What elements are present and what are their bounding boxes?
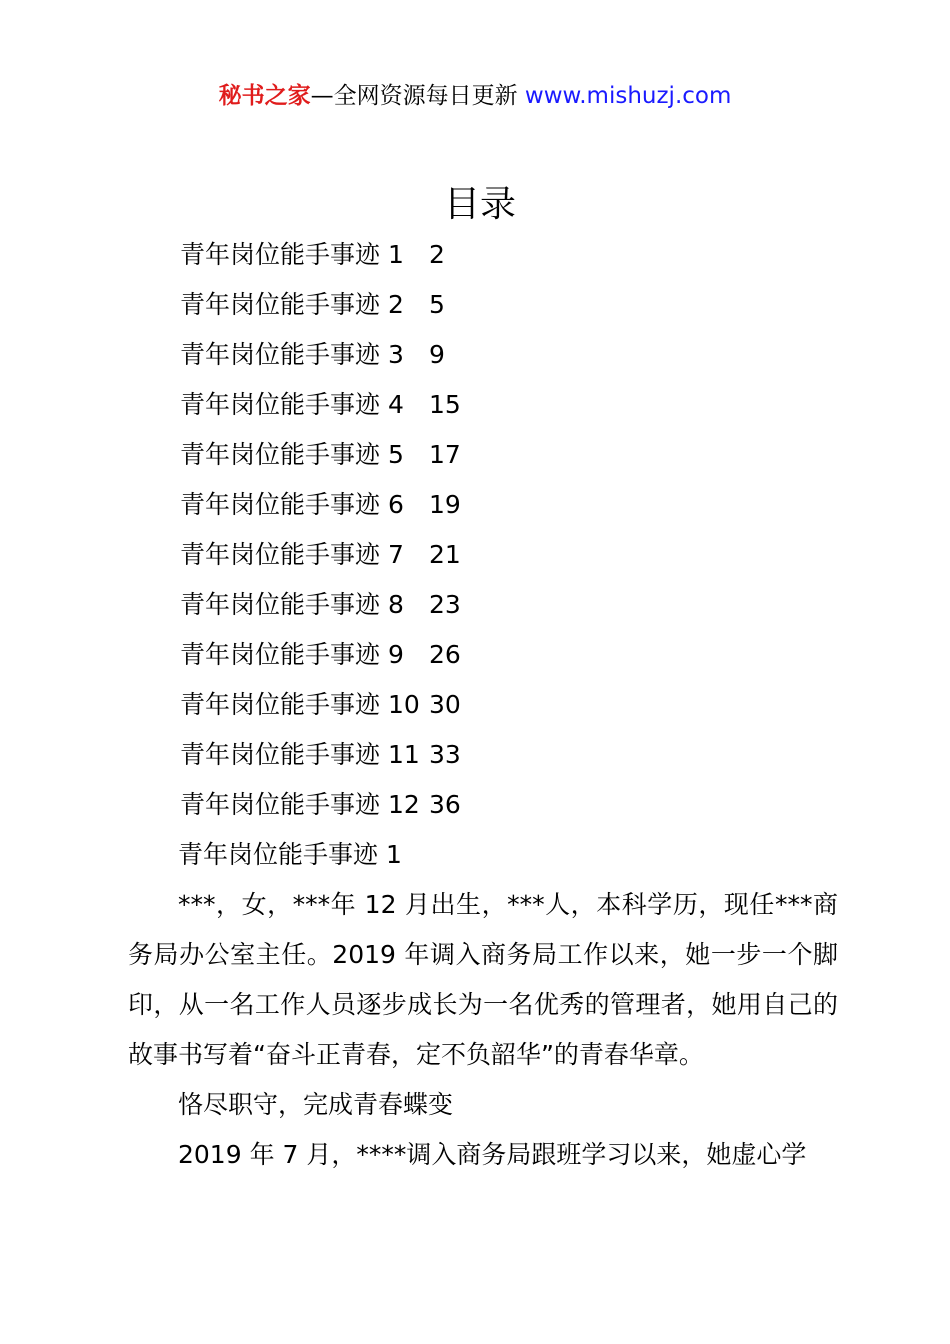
toc-entry[interactable] bbox=[180, 384, 461, 434]
toc-entry[interactable] bbox=[180, 634, 461, 684]
toc-entry-page: 19 bbox=[429, 490, 461, 519]
toc-entry[interactable] bbox=[180, 584, 461, 634]
toc-entry[interactable] bbox=[180, 734, 461, 784]
toc-entry-page: 36 bbox=[429, 790, 461, 819]
toc-entry[interactable] bbox=[180, 784, 461, 834]
toc-entry-label: 青年岗位能手事迹 3 bbox=[180, 340, 404, 369]
toc-entry-page: 30 bbox=[429, 690, 461, 719]
toc-entry-label: 青年岗位能手事迹 2 bbox=[180, 290, 404, 319]
toc-entry-page: 9 bbox=[429, 340, 445, 369]
toc-entry-label: 青年岗位能手事迹 4 bbox=[180, 390, 404, 419]
toc-entry[interactable] bbox=[180, 334, 445, 384]
toc-entry-label: 青年岗位能手事迹 8 bbox=[180, 590, 404, 619]
document-body bbox=[128, 830, 838, 1180]
header-tagline: —全网资源每日更新 bbox=[310, 83, 525, 109]
toc-entry[interactable] bbox=[180, 484, 461, 534]
toc-entry-label: 青年岗位能手事迹 6 bbox=[180, 490, 404, 519]
toc-entry-page: 21 bbox=[429, 540, 461, 569]
page-title: 目录 bbox=[443, 184, 516, 225]
toc-entry-label: 青年岗位能手事迹 11 bbox=[180, 740, 420, 769]
toc-entry-page: 26 bbox=[429, 640, 461, 669]
toc-entry-label: 青年岗位能手事迹 7 bbox=[180, 540, 404, 569]
toc-entry[interactable] bbox=[180, 284, 445, 334]
table-of-contents bbox=[180, 234, 461, 834]
toc-entry-label: 青年岗位能手事迹 5 bbox=[180, 440, 404, 469]
toc-entry-label: 青年岗位能手事迹 10 bbox=[180, 690, 420, 719]
toc-entry-page: 33 bbox=[429, 740, 461, 769]
toc-entry-page: 15 bbox=[429, 390, 461, 419]
toc-entry-label: 青年岗位能手事迹 1 bbox=[180, 240, 404, 269]
toc-entry-label: 青年岗位能手事迹 9 bbox=[180, 640, 404, 669]
section-heading: 青年岗位能手事迹 1 bbox=[178, 840, 402, 869]
toc-entry-page: 2 bbox=[429, 240, 445, 269]
subheading: 恪尽职守，完成青春蝶变 bbox=[178, 1090, 454, 1119]
site-url[interactable]: www.mishuzj.com bbox=[524, 83, 732, 109]
toc-entry[interactable] bbox=[180, 684, 461, 734]
brand-name: 秘书之家 bbox=[218, 83, 311, 109]
site-header bbox=[0, 80, 950, 112]
toc-entry-label: 青年岗位能手事迹 12 bbox=[180, 790, 420, 819]
toc-entry-page: 17 bbox=[429, 440, 461, 469]
toc-entry[interactable] bbox=[180, 534, 461, 584]
toc-entry-page: 5 bbox=[429, 290, 445, 319]
toc-entry-page: 23 bbox=[429, 590, 461, 619]
toc-entry[interactable] bbox=[180, 234, 445, 284]
body-paragraph: ***，女，***年 12 月出生，***人，本科学历，现任***商务局办公室主任。2019 年调入商务局工作以来，她一步一个脚印，从一名工作人员逐步成长为一名优秀的管理者，她用自己的故事书写着“奋斗正青春，定不负韶华”的青春华章。 bbox=[128, 890, 838, 1069]
toc-entry[interactable] bbox=[180, 434, 461, 484]
body-paragraph: 2019 年 7 月，****调入商务局跟班学习以来，她虚心学 bbox=[178, 1140, 807, 1169]
